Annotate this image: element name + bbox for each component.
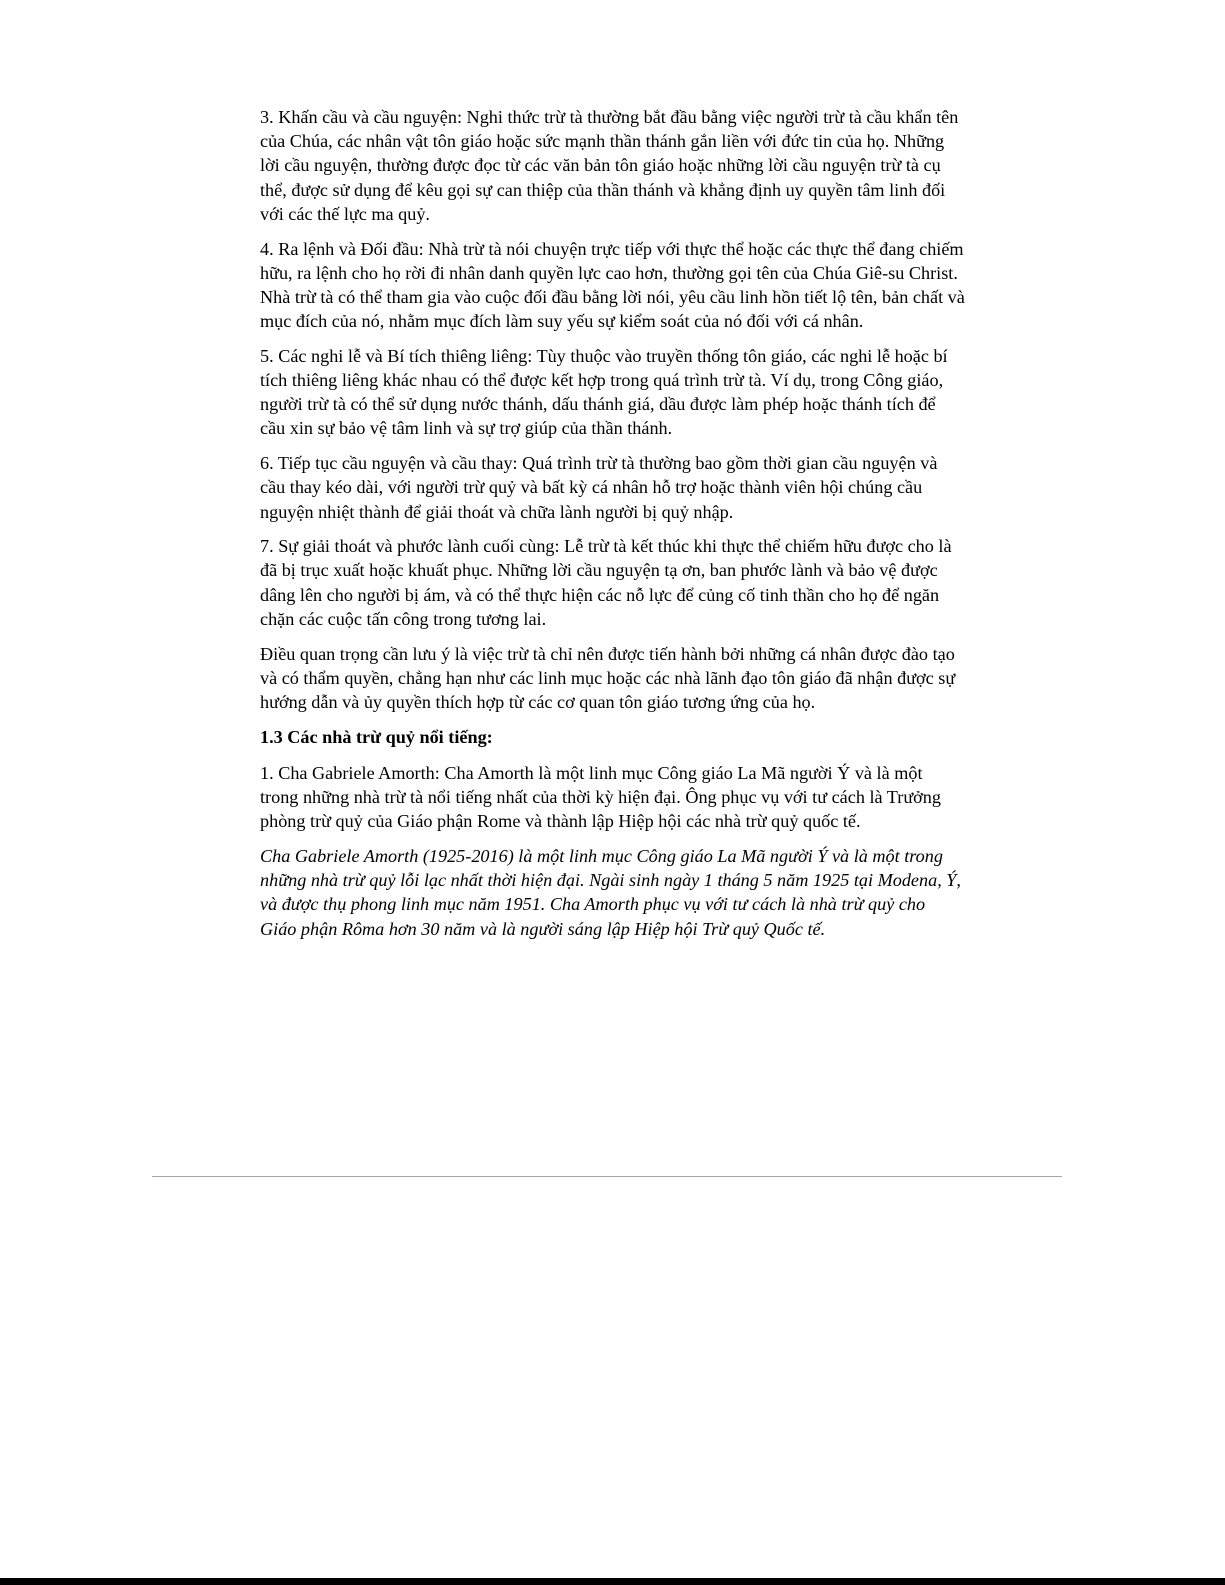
paragraph-important-note: Điều quan trọng cần lưu ý là việc trừ tà chỉ nên được tiến hành bởi những cá nhân được đào tạo và có thẩm quyền, chẳng hạn như các linh mục hoặc các nhà lãnh đạo tôn giáo đã nhận được sự hướng dẫn và ủy quyền thích hợp từ các cơ quan tôn giáo tương ứng của họ. [260,643,956,712]
page-divider [152,1176,1062,1177]
bottom-edge-bar [0,1578,1225,1585]
paragraph-rituals-sacraments: 5. Các nghi lễ và Bí tích thiêng liêng: Tùy thuộc vào truyền thống tôn giáo, các nghi lễ hoặc bí tích thiêng liêng khác nhau có thể được kết hợp trong quá trình trừ tà. Ví dụ, trong Công giáo, người trừ tà có thể sử dụng nước thánh, dấu thánh giá, dầu được làm phép hoặc thánh tích để cầu xin sự bảo vệ tâm linh và sự trợ giúp của thần thánh. [260,345,948,439]
paragraph-continued-prayer: 6. Tiếp tục cầu nguyện và cầu thay: Quá trình trừ tà thường bao gồm thời gian cầu nguyện và cầu thay kéo dài, với người trừ quỷ và bất kỳ cá nhân hỗ trợ hoặc thành viên hội chúng cầu nguyện nhiệt thành để giải thoát và chữa lành người bị quỷ nhập. [260,453,938,522]
paragraph-invocation-prayer: 3. Khấn cầu và cầu nguyện: Nghi thức trừ tà thường bắt đầu bằng việc người trừ tà cầu khẩn tên của Chúa, các nhân vật tôn giáo hoặc sức mạnh thần thánh gắn liền với đức tin của họ. Những lời cầu nguyện, thường được đọc từ các văn bản tôn giáo hoặc những lời cầu nguyện trừ tà cụ thể, được sử dụng để kêu gọi sự can thiệp của thần thánh và khẳng định uy quyền tâm linh đối với các thế lực ma quỷ. [260,107,959,224]
paragraph-deliverance-blessing: 7. Sự giải thoát và phước lành cuối cùng: Lễ trừ tà kết thúc khi thực thể chiếm hữu được cho là đã bị trục xuất hoặc khuất phục. Những lời cầu nguyện tạ ơn, ban phước lành và bảo vệ được dâng lên cho người bị ám, và có thể thực hiện các nỗ lực để củng cố tinh thần cho họ để ngăn chặn các cuộc tấn công trong tương lai. [260,536,952,629]
document-body [260,105,965,951]
paragraph-command-confrontation: 4. Ra lệnh và Đối đầu: Nhà trừ tà nói chuyện trực tiếp với thực thể hoặc các thực thể đang chiếm hữu, ra lệnh cho họ rời đi nhân danh quyền lực cao hơn, thường gọi tên của Chúa Giê-su Christ. Nhà trừ tà có thể tham gia vào cuộc đối đầu bằng lời nói, yêu cầu linh hồn tiết lộ tên, bản chất và mục đích của nó, nhằm mục đích làm suy yếu sự kiểm soát của nó đối với cá nhân. [260,238,965,332]
italic-paragraph-amorth-bio: Cha Gabriele Amorth (1925-2016) là một linh mục Công giáo La Mã người Ý và là một trong những nhà trừ quỷ lỗi lạc nhất thời hiện đại. Ngài sinh ngày 1 tháng 5 năm 1925 tại Modena, Ý, và được thụ phong linh mục năm 1951. Cha Amorth phục vụ với tư cách là nhà trừ quỷ cho Giáo phận Rôma hơn 30 năm và là người sáng lập Hiệp hội Trừ quỷ Quốc tế. [260,845,961,939]
section-heading: 1.3 Các nhà trừ quỷ nổi tiếng: [260,726,493,747]
paragraph-gabriele-amorth: 1. Cha Gabriele Amorth: Cha Amorth là một linh mục Công giáo La Mã người Ý và là một trong những nhà trừ tà nổi tiếng nhất của thời kỳ hiện đại. Ông phục vụ với tư cách là Trưởng phòng trừ quỷ của Giáo phận Rome và thành lập Hiệp hội các nhà trừ quỷ quốc tế. [260,762,941,832]
